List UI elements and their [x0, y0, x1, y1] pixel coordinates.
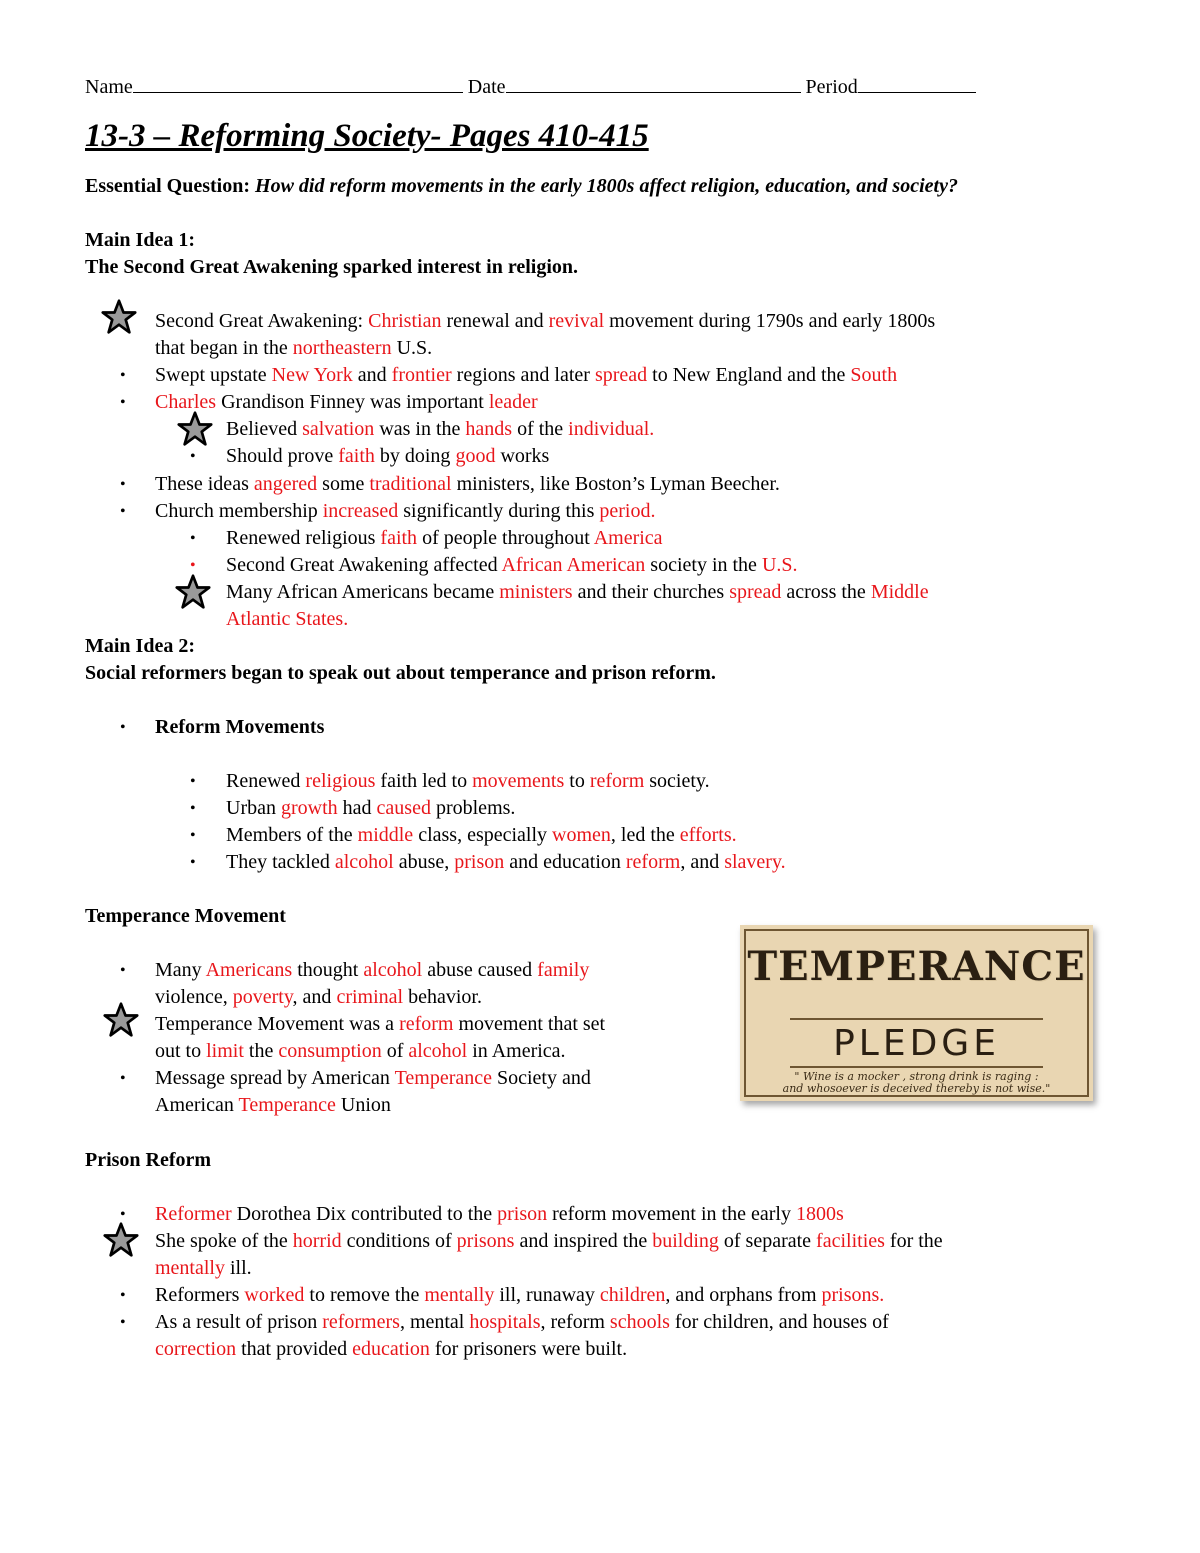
date-label: Date	[467, 76, 506, 98]
main-idea-2-text: Social reformers began to speak out about temperance and prison reform.	[85, 662, 716, 684]
note-line	[155, 1336, 627, 1363]
note-text: renewal and	[441, 310, 549, 332]
note-line	[155, 335, 432, 362]
highlighted-term: prisons	[456, 1230, 515, 1252]
note-text: abuse,	[393, 851, 455, 873]
name-label: Name	[85, 76, 133, 98]
main-idea-1-text: The Second Great Awakening sparked interest in religion.	[85, 256, 578, 278]
bullet: •	[120, 394, 126, 411]
note-text: , and	[680, 851, 725, 873]
note-text: to	[564, 770, 590, 792]
highlighted-term: reform	[399, 1013, 454, 1035]
highlighted-term: alcohol	[408, 1040, 468, 1062]
highlighted-term: period.	[599, 500, 656, 522]
name-blank[interactable]	[133, 72, 463, 93]
note-text: abuse caused	[422, 959, 538, 981]
bullet: •	[190, 800, 196, 817]
highlighted-term: Reformer	[155, 1203, 232, 1225]
main-idea-1-label: Main Idea 1:	[85, 229, 195, 251]
highlighted-term: individual.	[568, 418, 655, 440]
highlighted-term: spread	[594, 364, 648, 386]
note-line	[155, 1065, 591, 1092]
highlighted-term: prisons.	[821, 1284, 885, 1306]
highlighted-term: criminal	[336, 986, 404, 1008]
star-icon	[177, 411, 213, 447]
temperance-pledge-image	[740, 925, 1093, 1101]
note-text: , mental	[399, 1311, 470, 1333]
highlighted-term: schools	[609, 1311, 670, 1333]
note-line	[226, 416, 654, 443]
page-title: 13-3 – Reforming Society- Pages 410-415	[85, 118, 649, 154]
bullet: •	[120, 1206, 126, 1223]
highlighted-term: frontier	[391, 364, 452, 386]
note-text: for children, and houses of	[669, 1311, 889, 1333]
highlighted-term: building	[652, 1230, 719, 1252]
note-text: As a result of prison	[155, 1311, 323, 1333]
note-text: works	[495, 445, 550, 467]
note-text: Urban	[226, 797, 281, 819]
highlighted-term: consumption	[278, 1040, 382, 1062]
highlighted-term: angered	[253, 473, 318, 495]
note-text: behavior.	[403, 986, 482, 1008]
note-text: Society and	[491, 1067, 591, 1089]
highlighted-term: limit	[206, 1040, 244, 1062]
star-icon	[175, 574, 211, 610]
highlighted-term: South	[850, 364, 898, 386]
note-text: some	[317, 473, 370, 495]
note-text: Church membership	[155, 500, 323, 522]
note-text: of people throughout	[417, 527, 594, 549]
note-text: faith led to	[375, 770, 473, 792]
highlighted-term: efforts.	[679, 824, 737, 846]
note-text: class, especially	[413, 824, 553, 846]
note-text: , led the	[610, 824, 680, 846]
highlighted-term: revival	[548, 310, 605, 332]
highlighted-term: hands	[465, 418, 513, 440]
period-label: Period	[805, 76, 858, 98]
note-text: She spoke of the	[155, 1230, 293, 1252]
note-text: for prisoners were built.	[429, 1338, 628, 1360]
note-text: across the	[781, 581, 871, 603]
note-text: conditions of	[341, 1230, 457, 1252]
highlighted-term: education	[352, 1338, 430, 1360]
note-text: regions and later	[451, 364, 595, 386]
note-text: Renewed religious	[226, 527, 381, 549]
section-heading-reform: Reform Movements	[155, 716, 325, 738]
highlighted-term: prison	[454, 851, 505, 873]
star-icon	[103, 1002, 139, 1038]
note-text: significantly during this	[398, 500, 600, 522]
note-text: and inspired the	[514, 1230, 653, 1252]
note-line	[155, 1201, 844, 1228]
note-text: and	[352, 364, 392, 386]
note-line	[226, 606, 348, 633]
note-line	[155, 1092, 391, 1119]
highlighted-term: increased	[322, 500, 399, 522]
note-text: reform movement in the early	[547, 1203, 796, 1225]
note-text: Message spread by American	[155, 1067, 395, 1089]
highlighted-term: Americans	[205, 959, 293, 981]
note-text: Temperance Movement was a	[155, 1013, 400, 1035]
main-idea-2-label: Main Idea 2:	[85, 635, 195, 657]
highlighted-term: alcohol	[363, 959, 423, 981]
highlighted-term: spread	[729, 581, 782, 603]
highlighted-term: 1800s	[795, 1203, 844, 1225]
bullet: •	[190, 827, 196, 844]
note-text: had	[337, 797, 377, 819]
highlighted-term: African American	[501, 554, 646, 576]
highlighted-term: family	[537, 959, 590, 981]
star-icon	[103, 1222, 139, 1258]
note-text: Many	[155, 959, 206, 981]
bullet: •	[120, 1070, 126, 1087]
highlighted-term: Atlantic States.	[226, 608, 349, 630]
note-line	[155, 471, 780, 498]
highlighted-term: reform	[625, 851, 681, 873]
note-line	[155, 362, 897, 389]
note-text: movement that set	[453, 1013, 606, 1035]
note-line	[226, 552, 798, 579]
note-text: that provided	[236, 1338, 353, 1360]
highlighted-term: reformers	[322, 1311, 400, 1333]
note-text: movement during 1790s and early 1800s	[604, 310, 936, 332]
poster-subtitle: PLEDGE	[833, 1023, 1000, 1064]
bullet: •	[190, 854, 196, 871]
star-icon	[101, 299, 137, 335]
highlighted-term: New York	[271, 364, 353, 386]
highlighted-term: correction	[155, 1338, 237, 1360]
highlighted-term: children	[599, 1284, 666, 1306]
highlighted-term: Christian	[368, 310, 442, 332]
note-text: the	[243, 1040, 279, 1062]
note-line	[226, 579, 929, 606]
essential-question: Essential Question: How did reform movements in the early 1800s affect religion, education, and society?	[85, 175, 958, 197]
note-line	[155, 1228, 943, 1255]
bullet: •	[120, 1287, 126, 1304]
note-line	[155, 1309, 889, 1336]
highlighted-term: worked	[244, 1284, 305, 1306]
note-text: Dorothea Dix contributed to the	[231, 1203, 498, 1225]
date-blank[interactable]	[506, 72, 801, 93]
note-line	[155, 957, 589, 984]
highlighted-term: Middle	[870, 581, 929, 603]
note-text: ministers, like Boston’s Lyman Beecher.	[451, 473, 780, 495]
note-line	[226, 525, 663, 552]
note-text: Reformers	[155, 1284, 245, 1306]
note-text: in America.	[467, 1040, 566, 1062]
highlighted-term: women	[552, 824, 611, 846]
highlighted-term: ministers	[499, 581, 573, 603]
note-text: Second Great Awakening affected	[226, 554, 502, 576]
note-line	[155, 1282, 884, 1309]
note-text: Swept upstate	[155, 364, 272, 386]
highlighted-term: mentally	[155, 1257, 225, 1279]
note-text: of the	[512, 418, 569, 440]
section-heading-temperance: Temperance Movement	[85, 905, 286, 927]
note-line	[155, 1255, 252, 1282]
bullet: •	[190, 557, 196, 574]
note-text: American	[155, 1094, 239, 1116]
highlighted-term: poverty	[232, 986, 293, 1008]
note-line	[155, 1011, 605, 1038]
note-text: ill, runaway	[494, 1284, 600, 1306]
highlighted-term: religious	[305, 770, 376, 792]
note-text: These ideas	[155, 473, 254, 495]
highlighted-term: America	[593, 527, 663, 549]
highlighted-term: reform	[589, 770, 645, 792]
poster-title: TEMPERANCE	[747, 943, 1086, 990]
highlighted-term: northeastern	[292, 337, 392, 359]
highlighted-term: hospitals	[469, 1311, 541, 1333]
note-text: thought	[292, 959, 364, 981]
note-text: Union	[335, 1094, 391, 1116]
note-text: U.S.	[391, 337, 433, 359]
note-text: out to	[155, 1040, 207, 1062]
highlighted-term: leader	[488, 391, 538, 413]
note-text: society.	[644, 770, 710, 792]
note-text: by doing	[374, 445, 456, 467]
highlighted-term: movements	[472, 770, 565, 792]
note-line	[226, 768, 710, 795]
period-blank[interactable]	[858, 72, 976, 93]
note-text: for the	[884, 1230, 943, 1252]
note-text: , and	[292, 986, 337, 1008]
note-text: Members of the	[226, 824, 358, 846]
bullet: •	[120, 476, 126, 493]
highlighted-term: prison	[497, 1203, 548, 1225]
note-text: and their churches	[572, 581, 730, 603]
note-text: , and orphans from	[665, 1284, 822, 1306]
highlighted-term: faith	[338, 445, 375, 467]
highlighted-term: alcohol	[334, 851, 394, 873]
note-text: society in the	[645, 554, 762, 576]
highlighted-term: good	[455, 445, 496, 467]
highlighted-term: Temperance	[394, 1067, 492, 1089]
bullet: •	[120, 367, 126, 384]
highlighted-term: facilities	[816, 1230, 885, 1252]
student-info-row	[85, 72, 976, 101]
note-text: was in the	[374, 418, 466, 440]
note-line	[155, 308, 935, 335]
note-text: of separate	[718, 1230, 817, 1252]
note-text: Believed	[226, 418, 303, 440]
highlighted-term: U.S.	[761, 554, 798, 576]
bullet: •	[120, 719, 126, 736]
highlighted-term: caused	[376, 797, 431, 819]
highlighted-term: horrid	[292, 1230, 342, 1252]
note-text: Renewed	[226, 770, 306, 792]
note-text: of	[381, 1040, 409, 1062]
highlighted-term: Temperance	[238, 1094, 336, 1116]
note-line	[226, 795, 515, 822]
highlighted-term: middle	[357, 824, 414, 846]
poster-quote: " Wine is a mocker , strong drink is raging : and whosoever is deceived thereby is not wise."	[782, 1070, 1051, 1095]
note-line	[226, 849, 786, 876]
note-text: Second Great Awakening:	[155, 310, 369, 332]
bullet: •	[190, 530, 196, 547]
bullet: •	[190, 448, 196, 465]
highlighted-term: slavery.	[724, 851, 786, 873]
note-text: Many African Americans became	[226, 581, 500, 603]
note-text: violence,	[155, 986, 233, 1008]
section-heading-prison: Prison Reform	[85, 1149, 212, 1171]
bullet: •	[120, 503, 126, 520]
highlighted-term: traditional	[369, 473, 452, 495]
bullet: •	[120, 962, 126, 979]
highlighted-term: mentally	[424, 1284, 495, 1306]
note-text: ill.	[224, 1257, 252, 1279]
note-text: that began in the	[155, 337, 293, 359]
bullet: •	[120, 1314, 126, 1331]
note-line	[155, 1038, 566, 1065]
note-text: to New England and the	[647, 364, 851, 386]
note-line	[155, 498, 655, 525]
note-line	[155, 984, 482, 1011]
highlighted-term: growth	[280, 797, 338, 819]
note-text: problems.	[430, 797, 516, 819]
note-text: and education	[504, 851, 626, 873]
highlighted-term: salvation	[302, 418, 375, 440]
note-text: Grandison Finney was important	[216, 391, 489, 413]
note-text: Should prove	[226, 445, 339, 467]
note-line	[226, 443, 549, 470]
note-text: , reform	[540, 1311, 610, 1333]
note-text: They tackled	[226, 851, 335, 873]
highlighted-term: faith	[380, 527, 418, 549]
bullet: •	[190, 773, 196, 790]
note-text: to remove the	[304, 1284, 425, 1306]
note-line	[226, 822, 737, 849]
highlighted-term: Charles	[155, 391, 217, 413]
